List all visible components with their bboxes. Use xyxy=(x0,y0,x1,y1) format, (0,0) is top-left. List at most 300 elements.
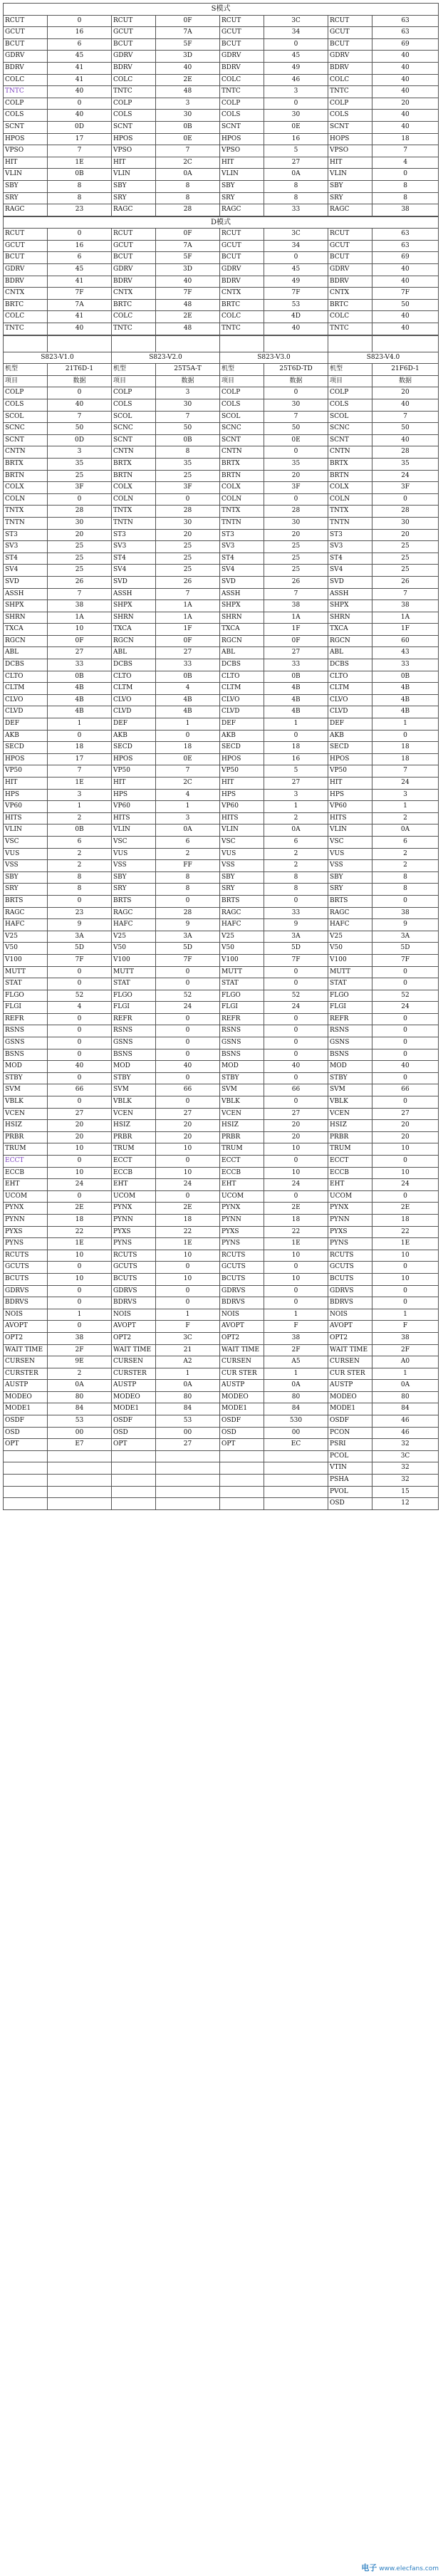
param-value-cell: 23 xyxy=(48,204,112,216)
param-name-cell: BDRVS xyxy=(112,1297,156,1309)
blank-cell xyxy=(372,335,439,352)
param-value-cell: 34 xyxy=(264,27,328,39)
param-value-cell: 0 xyxy=(264,1285,328,1297)
param-name-cell: AKB xyxy=(328,730,372,742)
param-value-cell: 0 xyxy=(48,15,112,27)
table-row xyxy=(4,387,439,399)
param-value-cell: 2 xyxy=(372,860,439,872)
blank-cell xyxy=(328,335,372,352)
table-row xyxy=(4,1179,439,1191)
param-name-cell: AVOPT xyxy=(328,1321,372,1333)
param-name-cell: DCBS xyxy=(328,659,372,671)
model-value: 25T6D-TD xyxy=(264,364,328,376)
param-value-cell: 0 xyxy=(48,1156,112,1168)
param-name-cell: EHT xyxy=(328,1179,372,1191)
param-name-cell: V100 xyxy=(4,954,48,966)
param-value-cell: 20 xyxy=(372,529,439,541)
param-name-cell: NOIS xyxy=(4,1309,48,1321)
param-value-cell: 24 xyxy=(156,1179,220,1191)
param-value-cell: 2 xyxy=(48,848,112,860)
param-name-cell: UCOM xyxy=(112,1190,156,1203)
param-name-cell: PYNN xyxy=(112,1214,156,1226)
param-value-cell: 7F xyxy=(372,288,439,300)
param-value-cell: 8 xyxy=(372,192,439,204)
param-value-cell: 12 xyxy=(372,1498,439,1510)
param-value-cell: 2 xyxy=(264,812,328,824)
param-name-cell: CURSEN xyxy=(328,1356,372,1368)
param-value-cell: 16 xyxy=(264,133,328,145)
table-row xyxy=(4,1321,439,1333)
param-name-cell: SBY xyxy=(220,180,264,192)
param-name-cell: GDRV xyxy=(112,51,156,63)
param-value-cell: 1 xyxy=(264,1368,328,1380)
param-name-cell: STBY xyxy=(328,1072,372,1084)
param-name-cell: TNTC xyxy=(220,86,264,98)
table-row xyxy=(4,110,439,122)
param-name-cell: COLC xyxy=(220,74,264,86)
param-value-cell: 8 xyxy=(264,884,328,896)
param-name-cell: ST3 xyxy=(328,529,372,541)
param-value-cell: 49 xyxy=(264,62,328,74)
table-row xyxy=(4,1120,439,1132)
param-value-cell: F xyxy=(372,1321,439,1333)
param-value-cell: 6 xyxy=(48,836,112,848)
param-name-cell: BCUT xyxy=(4,252,48,264)
param-value-cell: 6 xyxy=(372,836,439,848)
table-row xyxy=(4,1262,439,1274)
param-value-cell: 40 xyxy=(372,264,439,276)
param-name-cell: V25 xyxy=(328,931,372,943)
param-name-cell: RCUTS xyxy=(220,1250,264,1262)
param-name-cell: ASSH xyxy=(328,588,372,600)
table-row xyxy=(4,86,439,98)
param-value-cell: 1 xyxy=(156,718,220,731)
param-value-cell: 20 xyxy=(372,1131,439,1143)
param-value-cell: 0 xyxy=(48,98,112,110)
param-value-cell: 1A xyxy=(156,612,220,624)
param-name-cell: COLN xyxy=(328,493,372,506)
param-name-cell: RAGC xyxy=(328,907,372,919)
param-name-cell: PYNX xyxy=(328,1203,372,1215)
param-name-cell xyxy=(4,1475,48,1487)
param-value-cell: 0 xyxy=(372,1262,439,1274)
param-name-cell: WAIT TIME xyxy=(328,1344,372,1356)
param-value-cell: 50 xyxy=(372,423,439,435)
param-value-cell: 4 xyxy=(48,1002,112,1014)
model-label: 机型 xyxy=(220,364,264,376)
document xyxy=(3,3,438,1510)
param-value-cell xyxy=(156,1450,220,1462)
param-name-cell: SCNC xyxy=(112,423,156,435)
param-name-cell: COLS xyxy=(112,110,156,122)
param-name-cell: FLGI xyxy=(220,1002,264,1014)
param-value-cell: 46 xyxy=(264,74,328,86)
version-table xyxy=(3,335,439,1510)
param-value-cell xyxy=(264,1462,328,1475)
param-value-cell: 0 xyxy=(156,730,220,742)
table-row xyxy=(4,848,439,860)
param-name-cell: SVM xyxy=(328,1084,372,1096)
param-value-cell: FF xyxy=(156,860,220,872)
param-value-cell: 50 xyxy=(48,423,112,435)
param-name-cell: RCUT xyxy=(220,229,264,241)
version-header: S823-V2.0 xyxy=(112,352,220,364)
param-name-cell: DEF xyxy=(220,718,264,731)
param-value-cell: 40 xyxy=(372,399,439,412)
table-row xyxy=(4,1238,439,1250)
param-name-cell: VLIN xyxy=(220,169,264,181)
table-row xyxy=(4,1415,439,1428)
param-value-cell: 1F xyxy=(156,624,220,636)
param-name-cell: GCUT xyxy=(112,27,156,39)
param-name-cell: VPSO xyxy=(4,145,48,157)
param-value-cell: 5D xyxy=(48,943,112,955)
param-name-cell: RAGC xyxy=(112,907,156,919)
param-value-cell: 25 xyxy=(372,553,439,565)
param-value-cell: 0B xyxy=(48,824,112,837)
param-value-cell: 0A xyxy=(372,1380,439,1392)
param-name-cell: COLP xyxy=(112,387,156,399)
param-value-cell: 4B xyxy=(156,706,220,718)
table-row xyxy=(4,1427,439,1439)
param-name-cell: GCUTS xyxy=(328,1262,372,1274)
table-row xyxy=(4,919,439,931)
watermark-logo xyxy=(361,2562,439,2573)
param-name-cell: RAGC xyxy=(4,204,48,216)
param-name-cell: GDRVS xyxy=(328,1285,372,1297)
param-name-cell: TNTN xyxy=(328,517,372,529)
param-name-cell: GSNS xyxy=(4,1037,48,1049)
blank-cell xyxy=(156,335,220,352)
param-name-cell: VPSO xyxy=(328,145,372,157)
param-value-cell: 7 xyxy=(156,145,220,157)
param-value-cell: 10 xyxy=(264,1273,328,1285)
table-row xyxy=(4,1309,439,1321)
param-value-cell: 2 xyxy=(372,812,439,824)
param-value-cell: 5D xyxy=(156,943,220,955)
param-value-cell: 28 xyxy=(48,506,112,518)
param-name-cell: NOIS xyxy=(220,1309,264,1321)
param-name-cell: RSNS xyxy=(4,1025,48,1037)
param-value-cell: 8 xyxy=(156,180,220,192)
param-name-cell: SHPX xyxy=(220,600,264,612)
param-value-cell xyxy=(48,1450,112,1462)
param-name-cell: RCUT xyxy=(328,229,372,241)
table-row xyxy=(4,311,439,323)
param-value-cell: 8 xyxy=(264,192,328,204)
item-header: 项目 xyxy=(4,375,48,387)
param-name-cell: BRTS xyxy=(112,895,156,907)
param-name-cell: SRY xyxy=(4,192,48,204)
param-name-cell: AKB xyxy=(220,730,264,742)
param-value-cell: 5F xyxy=(156,252,220,264)
param-value-cell: 4B xyxy=(264,706,328,718)
param-name-cell: RSNS xyxy=(112,1025,156,1037)
table-row xyxy=(4,1143,439,1156)
param-name-cell: DCBS xyxy=(220,659,264,671)
param-name-cell: SCNC xyxy=(4,423,48,435)
param-value-cell: 28 xyxy=(264,506,328,518)
param-name-cell: MODE1 xyxy=(112,1403,156,1415)
table-row xyxy=(4,506,439,518)
param-name-cell: PCOL xyxy=(328,1450,372,1462)
param-value-cell: 63 xyxy=(372,240,439,252)
param-name-cell: COLC xyxy=(4,74,48,86)
table-row xyxy=(4,1167,439,1179)
param-value-cell: 0 xyxy=(48,1072,112,1084)
param-value-cell: 27 xyxy=(156,1108,220,1120)
param-name-cell: HIT xyxy=(220,157,264,169)
param-name-cell: DEF xyxy=(328,718,372,731)
param-value-cell: 40 xyxy=(372,323,439,335)
param-name-cell: SVM xyxy=(4,1084,48,1096)
param-name-cell: SVD xyxy=(328,576,372,588)
table-row xyxy=(4,15,439,27)
param-name-cell: OPT xyxy=(220,1439,264,1451)
param-value-cell: 6 xyxy=(48,252,112,264)
param-name-cell: MUTT xyxy=(4,966,48,978)
param-value-cell: 40 xyxy=(372,276,439,288)
param-name-cell: V25 xyxy=(220,931,264,943)
param-value-cell: 9 xyxy=(372,919,439,931)
param-name-cell: SBY xyxy=(220,871,264,884)
param-name-cell: OSD xyxy=(4,1427,48,1439)
param-value-cell: 66 xyxy=(48,1084,112,1096)
table-row xyxy=(4,1037,439,1049)
param-value-cell: 0D xyxy=(48,434,112,446)
table-row xyxy=(4,1498,439,1510)
param-value-cell: 26 xyxy=(156,576,220,588)
param-name-cell: SRY xyxy=(112,192,156,204)
table-row xyxy=(4,1391,439,1403)
param-value-cell: 4B xyxy=(48,683,112,695)
param-value-cell: 7 xyxy=(372,145,439,157)
data-header: 数据 xyxy=(264,375,328,387)
param-value-cell: 17 xyxy=(48,133,112,145)
param-name-cell: TNTC xyxy=(328,323,372,335)
param-name-cell: GDRVS xyxy=(112,1285,156,1297)
param-value-cell: 10 xyxy=(372,1143,439,1156)
param-value-cell: 0 xyxy=(156,978,220,990)
param-value-cell: 18 xyxy=(156,1214,220,1226)
param-value-cell: 48 xyxy=(156,299,220,311)
param-name-cell: VSS xyxy=(112,860,156,872)
param-value-cell: 52 xyxy=(372,990,439,1002)
param-name-cell: STAT xyxy=(112,978,156,990)
param-name-cell: OSDF xyxy=(220,1415,264,1428)
param-name-cell: SCNT xyxy=(112,121,156,133)
param-name-cell: STAT xyxy=(220,978,264,990)
param-value-cell: 41 xyxy=(48,311,112,323)
table-row xyxy=(4,1156,439,1168)
param-name-cell: PYNS xyxy=(220,1238,264,1250)
param-value-cell: 10 xyxy=(264,1167,328,1179)
param-value-cell: 0B xyxy=(372,671,439,683)
param-value-cell: 40 xyxy=(372,121,439,133)
table-row xyxy=(4,635,439,647)
table-row xyxy=(4,1450,439,1462)
param-name-cell: OPT2 xyxy=(220,1332,264,1344)
param-value-cell: 63 xyxy=(372,15,439,27)
param-value-cell: 8 xyxy=(48,192,112,204)
param-value-cell: 32 xyxy=(372,1462,439,1475)
param-value-cell: 0 xyxy=(372,1190,439,1203)
param-value-cell: 10 xyxy=(156,1250,220,1262)
param-value-cell: 0 xyxy=(264,1072,328,1084)
param-name-cell: PYNX xyxy=(112,1203,156,1215)
param-name-cell: VSC xyxy=(328,836,372,848)
param-name-cell: VSS xyxy=(220,860,264,872)
param-value-cell: 0A xyxy=(48,1380,112,1392)
param-name-cell: VP50 xyxy=(4,765,48,777)
param-value-cell: 24 xyxy=(264,1179,328,1191)
param-name-cell xyxy=(112,1450,156,1462)
param-value-cell: 20 xyxy=(264,470,328,482)
table-row xyxy=(4,1380,439,1392)
param-name-cell: SCNC xyxy=(328,423,372,435)
param-value-cell: 16 xyxy=(48,240,112,252)
param-name-cell: TNTX xyxy=(4,506,48,518)
table-row xyxy=(4,1190,439,1203)
param-name-cell: FLGO xyxy=(4,990,48,1002)
param-value-cell: 0F xyxy=(264,635,328,647)
param-name-cell: PYXS xyxy=(328,1226,372,1238)
param-name-cell: CNTX xyxy=(328,288,372,300)
blank-cell xyxy=(48,335,112,352)
param-value-cell: 0 xyxy=(48,1049,112,1061)
param-value-cell: 3F xyxy=(156,482,220,494)
param-name-cell: ECCB xyxy=(4,1167,48,1179)
table-row xyxy=(4,192,439,204)
param-name-cell: CLVO xyxy=(220,694,264,706)
param-name-cell: COLC xyxy=(112,311,156,323)
table-row xyxy=(4,1368,439,1380)
param-name-cell: ECCB xyxy=(220,1167,264,1179)
model-label: 机型 xyxy=(4,364,48,376)
param-value-cell: 41 xyxy=(48,62,112,74)
param-name-cell: MUTT xyxy=(220,966,264,978)
param-name-cell: SCNT xyxy=(4,434,48,446)
param-value-cell: 5D xyxy=(264,943,328,955)
param-value-cell: 1E xyxy=(48,777,112,790)
param-value-cell: 4D xyxy=(264,311,328,323)
param-value-cell xyxy=(48,1498,112,1510)
param-value-cell: 0 xyxy=(156,1156,220,1168)
param-value-cell: 1 xyxy=(372,1309,439,1321)
param-value-cell: 0 xyxy=(372,169,439,181)
param-value-cell: 7A xyxy=(48,299,112,311)
param-value-cell: 0 xyxy=(372,1037,439,1049)
param-name-cell: VUS xyxy=(328,848,372,860)
param-value-cell: 2 xyxy=(48,1368,112,1380)
param-value-cell: 0 xyxy=(156,1072,220,1084)
param-name-cell: HIT xyxy=(328,157,372,169)
table-title-row xyxy=(4,4,439,16)
param-name-cell: GSNS xyxy=(328,1037,372,1049)
param-name-cell: PYNS xyxy=(4,1238,48,1250)
param-name-cell: GDRV xyxy=(112,264,156,276)
param-value-cell: 38 xyxy=(264,600,328,612)
param-name-cell: CNTN xyxy=(328,446,372,459)
param-value-cell: 3 xyxy=(48,789,112,801)
table-row xyxy=(4,458,439,470)
param-value-cell: 20 xyxy=(48,1120,112,1132)
param-name-cell: SV3 xyxy=(328,541,372,553)
param-name-cell: SRY xyxy=(112,884,156,896)
param-value-cell: 10 xyxy=(48,1273,112,1285)
param-value-cell: 10 xyxy=(48,1143,112,1156)
param-name-cell: SECD xyxy=(4,742,48,754)
param-value-cell: 40 xyxy=(48,110,112,122)
param-value-cell: 0 xyxy=(48,387,112,399)
param-name-cell: CURSTER xyxy=(112,1368,156,1380)
param-value-cell: 30 xyxy=(264,110,328,122)
param-value-cell: 0 xyxy=(156,493,220,506)
param-value-cell: 2F xyxy=(48,1344,112,1356)
param-value-cell: 80 xyxy=(372,1391,439,1403)
param-value-cell: 0A xyxy=(156,824,220,837)
param-name-cell: PYNN xyxy=(4,1214,48,1226)
table-row xyxy=(4,730,439,742)
param-value-cell: 0 xyxy=(264,1096,328,1109)
param-name-cell: HAFC xyxy=(328,919,372,931)
param-name-cell: TNTC xyxy=(112,86,156,98)
param-name-cell: CLTO xyxy=(220,671,264,683)
param-name-cell: BCUT xyxy=(220,252,264,264)
param-value-cell: 27 xyxy=(48,647,112,659)
table-row xyxy=(4,1002,439,1014)
param-value-cell: 17 xyxy=(48,753,112,765)
param-name-cell: VCEN xyxy=(112,1108,156,1120)
param-name-cell: CURSTER xyxy=(4,1368,48,1380)
param-value-cell: 0 xyxy=(156,1025,220,1037)
param-value-cell: 2 xyxy=(48,812,112,824)
param-value-cell: 20 xyxy=(156,529,220,541)
param-value-cell: 8 xyxy=(156,446,220,459)
param-name-cell: MUTT xyxy=(112,966,156,978)
param-value-cell: 7 xyxy=(372,411,439,423)
param-value-cell: 7 xyxy=(48,411,112,423)
param-name-cell: OPT xyxy=(112,1439,156,1451)
param-value-cell: 7 xyxy=(264,588,328,600)
table-row xyxy=(4,600,439,612)
param-value-cell: 2 xyxy=(372,848,439,860)
table-row xyxy=(4,541,439,553)
param-name-cell: PSHA xyxy=(328,1475,372,1487)
param-name-cell: VP60 xyxy=(328,801,372,813)
param-name-cell: CLVD xyxy=(328,706,372,718)
param-value-cell: 2 xyxy=(264,848,328,860)
param-name-cell: SRY xyxy=(220,192,264,204)
param-name-cell: PYXS xyxy=(112,1226,156,1238)
param-value-cell: 0 xyxy=(264,493,328,506)
param-name-cell: SHPX xyxy=(112,600,156,612)
table-row xyxy=(4,801,439,813)
param-value-cell: 2F xyxy=(372,1344,439,1356)
item-header: 项目 xyxy=(220,375,264,387)
param-value-cell: 1 xyxy=(48,1309,112,1321)
param-value-cell: 1A xyxy=(264,612,328,624)
param-name-cell: PVOL xyxy=(328,1486,372,1498)
param-value-cell: 5D xyxy=(372,943,439,955)
table-row xyxy=(4,1356,439,1368)
param-value-cell: 9 xyxy=(48,919,112,931)
param-name-cell: GDRVS xyxy=(220,1285,264,1297)
param-name-cell xyxy=(220,1475,264,1487)
table-row xyxy=(4,789,439,801)
param-value-cell xyxy=(48,1475,112,1487)
param-value-cell: 8 xyxy=(372,884,439,896)
